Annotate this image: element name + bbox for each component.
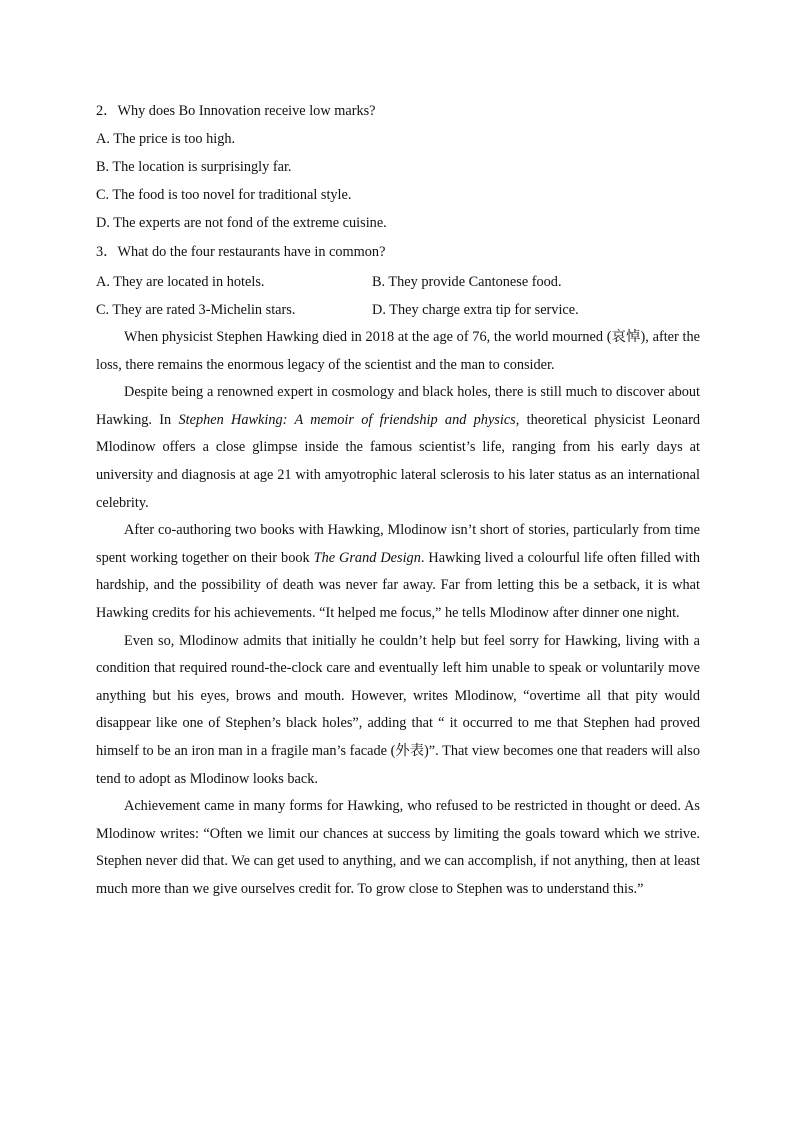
question-3-stem: 3．What do the four restaurants have in common? [96, 244, 386, 260]
reading-passage [96, 324, 700, 903]
book-title-memoir: Stephen Hawking: A memoir of friendship and physics [178, 411, 516, 428]
question-3-option-d: D. They charge extra tip for service. [372, 302, 579, 318]
question-2-option-d: D. The experts are not fond of the extreme cuisine. [96, 215, 387, 231]
paragraph-3-text-start: After co-authoring two books with Hawking, Mlodinow isn’t short of stories, particularly from time spent working together on their book [96, 522, 700, 566]
question-2-stem: 2．Why does Bo Innovation receive low marks? [96, 103, 376, 119]
book-title-grand-design: The Grand Design [313, 549, 421, 566]
passage-paragraph-3 [96, 517, 700, 627]
paragraph-2-text-start: Despite being a renowned expert in cosmology and black holes, there is still much to discover about Hawking. In [96, 384, 700, 428]
question-3-options-row-2 [96, 296, 700, 324]
question-3-option-a: A. They are located in hotels. [96, 274, 265, 290]
question-2-option-a: A. The price is too high. [96, 131, 236, 147]
question-3-option-b: B. They provide Cantonese food. [372, 274, 562, 290]
passage-paragraph-1: When physicist Stephen Hawking died in 2018 at the age of 76, the world mourned (哀悼), after the loss, there remains the enormous legacy of the scientist and the man to consider. [96, 329, 700, 373]
paragraph-2-text-end: , theoretical physicist Leonard Mlodinow offers a close glimpse inside the famous scientist’s life, ranging from his early days at university and diagnosis at age 21 with amyotrophic lateral sclerosis to his later status as an international celebrity. [96, 411, 701, 511]
paragraph-3-text-end: . Hawking lived a colourful life often filled with hardship, and the possibility of death was never far away. Far from letting this be a setback, it is what Hawking credits for his achievements. “It helped me focus,” he tells Mlodinow after dinner one night. [96, 549, 700, 621]
question-2-option-c: C. The food is too novel for traditional style. [96, 187, 352, 203]
document-content [96, 97, 700, 903]
passage-paragraph-5: Achievement came in many forms for Hawking, who refused to be restricted in thought or deed. As Mlodinow writes: “Often we limit our chances at success by limiting the goals toward which we strive. Stephen never did that. We can get used to anything, and we can accomplish, if not anything, then at least much more than we give ourselves credit for. To grow close to Stephen was to understand this.” [96, 798, 700, 897]
question-3-option-c: C. They are rated 3-Michelin stars. [96, 302, 296, 318]
question-2-option-b: B. The location is surprisingly far. [96, 159, 292, 175]
question-3-options-row-1 [96, 268, 700, 296]
passage-paragraph-2 [96, 379, 700, 517]
passage-paragraph-4: Even so, Mlodinow admits that initially he couldn’t help but feel sorry for Hawking, living with a condition that required round-the-clock care and eventually left him unable to speak or voluntarily move anything but his eyes, brows and mouth. However, writes Mlodinow, “overtime all that pity would disappear like one of Stephen’s black holes”, adding that “ it occurred to me that Stephen had proved himself to be an iron man in a fragile man’s facade (外表)”. That view becomes one that readers will also tend to adopt as Mlodinow looks back. [96, 632, 700, 787]
